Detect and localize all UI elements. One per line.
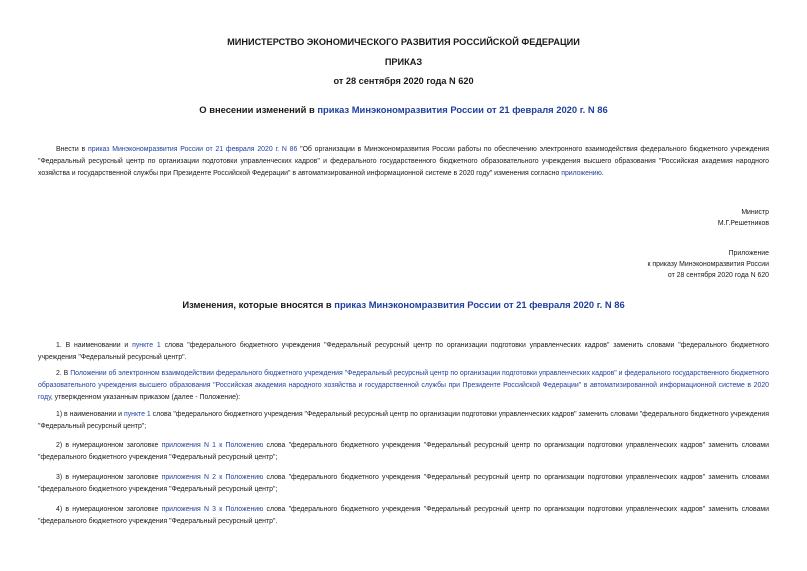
intro-text-3: . [601, 170, 604, 177]
subitem-2-link[interactable]: приложения N 1 к Положению [161, 442, 264, 449]
subitem-1 [38, 409, 769, 433]
signature-position: Министр [741, 209, 769, 216]
order-title-text: О внесении изменений в [199, 104, 318, 115]
date-number-heading: от 28 сентября 2020 года N 620 [333, 76, 474, 86]
item-1-text-2: слова "федерального бюджетного учреждения "Федеральный ресурсный центр по организации подготовки управленческих кадров" заменить словами "федерального бюджетного учреждения "Федеральный ресурсный центр". [38, 342, 769, 361]
signature-name: М.Г.Решетников [717, 220, 769, 227]
changes-title [0, 299, 807, 310]
subitem-2-text-1: 2) в нумерационном заголовке [56, 442, 162, 449]
intro-text-2: "Об организации в Минэкономразвития России работы по обеспечению электронного взаимодействия федерального бюджетного учреждения "Федеральный ресурсный центр по организации подготовки управленческих кадров" и федерального государственного бюджетного образовательного учреждения высшего образования "Российская академия народного хозяйства и государственной службы при Президенте Российской Федерации" в автоматизированной информационной системе в 2020 году" изменения согласно [38, 146, 769, 177]
intro-text-1: Внести в [56, 146, 88, 153]
intro-order-link[interactable]: приказ Минэкономразвития России от 21 февраля 2020 г. N 86 [87, 146, 298, 153]
subitem-1-text-1: 1) в наименовании и [56, 411, 124, 418]
appendix-line-1: Приложение [728, 250, 769, 257]
appendix-line-2: к приказу Минэкономразвития России [647, 261, 769, 268]
subitem-1-link[interactable]: пункте 1 [123, 411, 151, 418]
subitem-1-text-2: слова "федерального бюджетного учреждения "Федеральный ресурсный центр по организации подготовки управленческих кадров" заменить словами "федерального бюджетного учреждения "Федеральный ресурсный центр"; [38, 411, 769, 430]
item-2-text-1: 2. В [56, 370, 71, 377]
subitem-4-text-2: слова "федерального бюджетного учреждения "Федеральный ресурсный центр по организации подготовки управленческих кадров" заменить словами "федерального бюджетного учреждения "Федеральный ресурсный центр". [38, 506, 769, 525]
ministry-heading: МИНИСТЕРСТВО ЭКОНОМИЧЕСКОГО РАЗВИТИЯ РОССИЙСКОЙ ФЕДЕРАЦИИ [227, 37, 580, 47]
signature-block [718, 207, 769, 229]
appendix-line-3: от 28 сентября 2020 года N 620 [667, 272, 769, 279]
order-title [0, 104, 807, 115]
subitem-3-text-1: 3) в нумерационном заголовке [56, 474, 162, 481]
subitem-3-text-2: слова "федерального бюджетного учреждения "Федеральный ресурсный центр по организации подготовки управленческих кадров" заменить словами "федерального бюджетного учреждения "Федеральный ресурсный центр"; [38, 474, 769, 493]
changes-title-text: Изменения, которые вносятся в [182, 299, 335, 310]
doc-type-heading: ПРИКАЗ [384, 57, 423, 67]
item-1-text-1: 1. В наименовании и [56, 342, 133, 349]
changes-title-link[interactable]: приказ Минэкономразвития России от 21 февраля 2020 г. N 86 [334, 299, 625, 310]
item-1 [38, 340, 769, 364]
subitem-4 [38, 504, 769, 528]
subitem-4-text-1: 4) в нумерационном заголовке [56, 506, 162, 513]
order-title-link[interactable]: приказ Минэкономразвития России от 21 февраля 2020 г. N 86 [317, 104, 608, 115]
subitem-4-link[interactable]: приложения N 3 к Положению [161, 506, 264, 513]
subitem-3 [38, 472, 769, 496]
subitem-2 [38, 440, 769, 464]
subitem-2-text-2: слова "федерального бюджетного учреждения "Федеральный ресурсный центр по организации подготовки управленческих кадров" заменить словами "федерального бюджетного учреждения "Федеральный ресурсный центр"; [38, 442, 769, 461]
item-2 [38, 368, 769, 404]
appendix-block [647, 248, 769, 281]
item-2-link[interactable]: Положении об электронном взаимодействии федерального бюджетного учреждения "Федеральный ресурсный центр по организации подготовки управленческих кадров" и федерального государственного бюджетного образовательного учреждения высшего образования "Российская академия народного хозяйства и государственной службы при Президенте Российской Федерации" в автоматизированной информационной системе в 2020 году [38, 370, 769, 401]
subitem-3-link[interactable]: приложения N 2 к Положению [161, 474, 264, 481]
item-1-link[interactable]: пункте 1 [132, 342, 161, 349]
intro-appendix-link[interactable]: приложению [561, 170, 602, 177]
intro-paragraph [38, 144, 769, 180]
item-2-text-2: , утвержденном указанным приказом (далее - Положение): [50, 394, 241, 401]
